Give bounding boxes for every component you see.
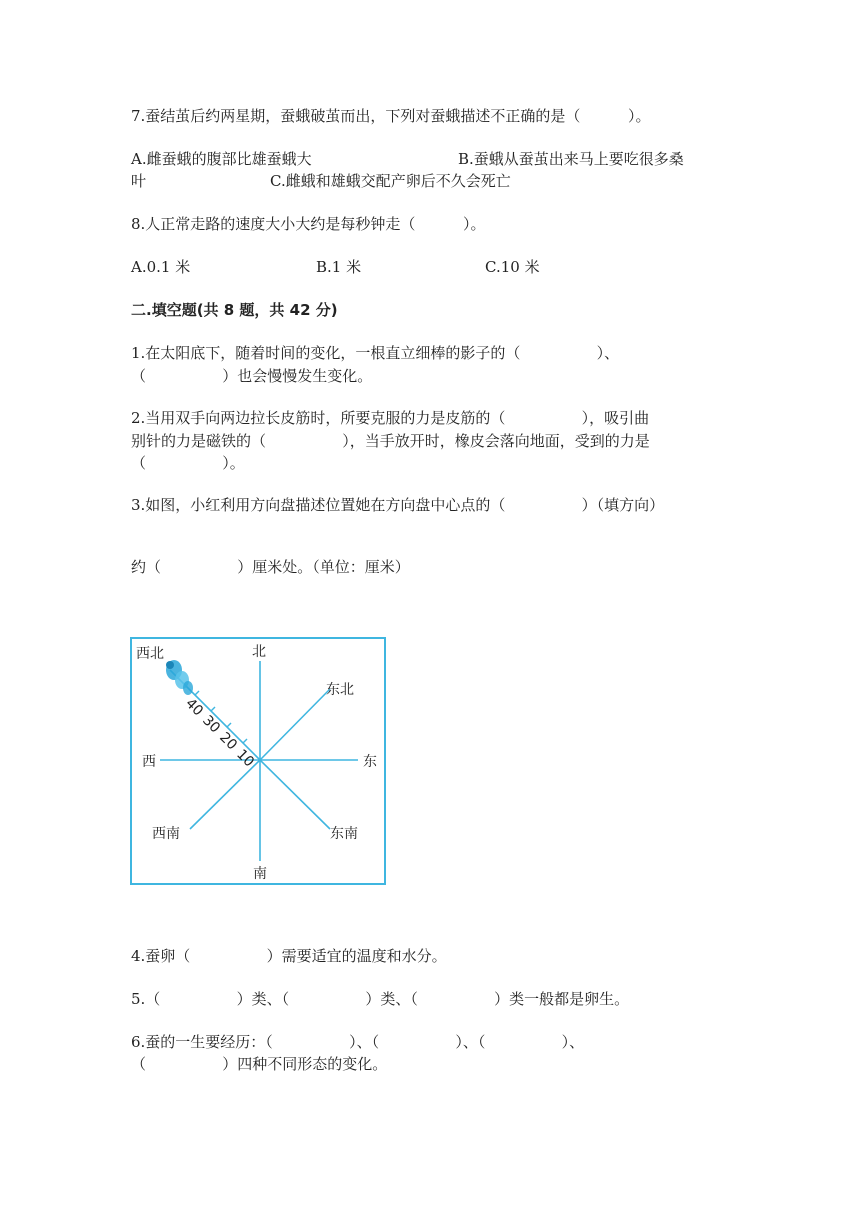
f2-line3: （ ）。	[131, 454, 245, 472]
q7-option-a: A.雌蚕蛾的腹部比雄蚕蛾大	[131, 150, 312, 168]
section-heading: 二.填空题(共 8 题，共 42 分)	[131, 301, 338, 319]
label-west: 西	[142, 754, 156, 770]
label-south: 南	[253, 866, 267, 882]
southeast-line	[260, 760, 330, 829]
f4-line1: 4.蚕卵（ ）需要适宜的温度和水分。	[131, 947, 447, 965]
f2-line1: 2.当用双手向两边拉长皮筋时，所要克服的力是皮筋的（ ），吸引曲	[131, 409, 650, 427]
scale-tick	[195, 691, 199, 695]
label-northeast: 东北	[326, 682, 354, 698]
f2-line2: 别针的力是磁铁的（ ），当手放开时，橡皮会落向地面，受到的力是	[131, 432, 650, 450]
label-north: 北	[252, 644, 266, 660]
f6-line2: （ ）四种不同形态的变化。	[131, 1055, 388, 1073]
q8-option-b: B.1 米	[316, 258, 362, 276]
compass-svg	[130, 637, 386, 885]
southwest-line	[190, 760, 260, 829]
q7-stem: 7.蚕结茧后约两星期，蚕蛾破茧而出，下列对蚕蛾描述不正确的是（ ）。	[131, 107, 651, 125]
q8-stem: 8.人正常走路的速度大小大约是每秒钟走（ ）。	[131, 215, 486, 233]
scale-tick	[227, 723, 231, 727]
svg-text:40: 40	[182, 695, 207, 720]
scale-tick	[243, 739, 247, 743]
northeast-line	[260, 689, 330, 760]
q7-option-b-continued: 叶	[131, 172, 147, 190]
label-southeast: 东南	[330, 826, 358, 842]
f5-line1: 5.（ ）类、（ ）类、（ ）类一般都是卵生。	[131, 990, 630, 1008]
f1-line1: 1.在太阳底下，随着时间的变化，一根直立细棒的影子的（ ）、	[131, 344, 620, 362]
svg-text:20: 20	[216, 729, 241, 754]
label-northwest: 西北	[136, 646, 164, 662]
compass-figure	[130, 637, 386, 885]
f6-line1: 6.蚕的一生要经历：（ ）、（ ）、（ ）、	[131, 1033, 585, 1051]
scale-label	[199, 713, 223, 737]
q8-option-c: C.10 米	[485, 258, 540, 276]
svg-text:10: 10	[233, 746, 258, 771]
f3-line2: 约（ ）厘米处。（单位：厘米）	[131, 558, 410, 576]
f1-line2: （ ）也会慢慢发生变化。	[131, 367, 373, 385]
svg-text:30: 30	[199, 712, 224, 737]
label-east: 东	[363, 754, 377, 770]
scale-label	[216, 730, 240, 754]
q8-option-a: A.0.1 米	[131, 258, 191, 276]
girl-figure	[166, 660, 193, 695]
label-southwest: 西南	[152, 826, 180, 842]
scale-label	[182, 696, 206, 720]
f3-line1: 3.如图，小红利用方向盘描述位置她在方向盘中心点的（ ）（填方向）	[131, 496, 665, 514]
scale-tick	[211, 707, 215, 711]
q7-option-b: B.蚕蛾从蚕茧出来马上要吃很多桑	[458, 150, 684, 168]
q7-option-c: C.雌蛾和雄蛾交配产卵后不久会死亡	[270, 172, 511, 190]
